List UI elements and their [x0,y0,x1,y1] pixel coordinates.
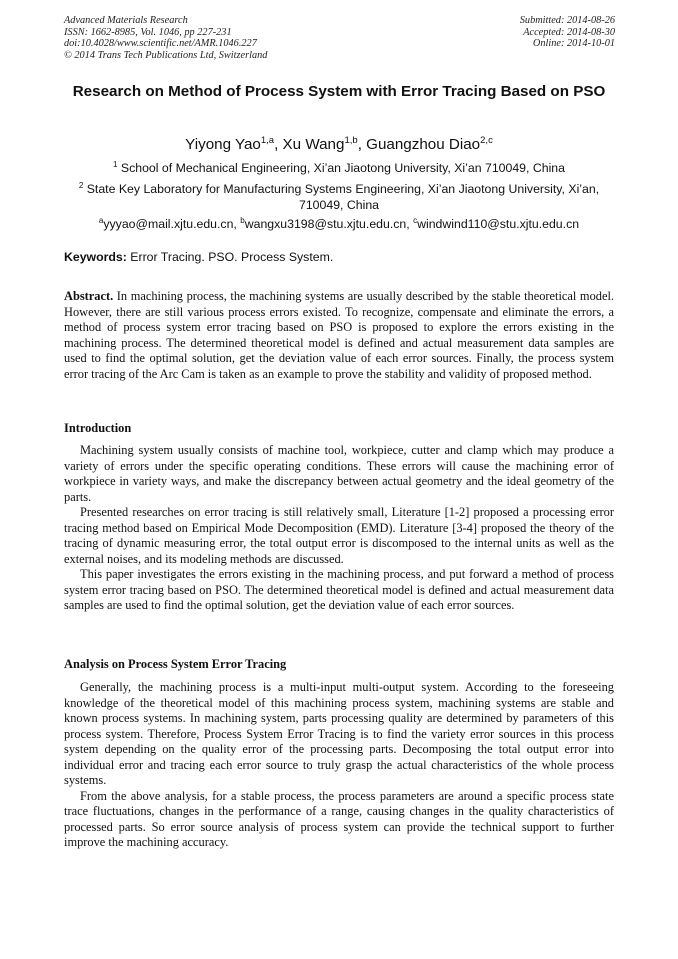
affiliation-text: State Key Laboratory for Manufacturing Systems Engineering, Xi’an Jiaotong University, Xi’an, 710049, China [83,182,600,212]
journal-name: Advanced Materials Research [64,15,188,26]
abstract [64,289,614,382]
author-sup: 2,c [480,135,493,146]
doi-line: doi:10.4028/www.scientific.net/AMR.1046.227 [64,38,257,50]
paragraph: Generally, the machining process is a multi-input multi-output system. According to the foreseeing knowledge of the theoretical model of this machining process system, machining systems are stable and known process systems. In machining system, parts processing quality are determined by parameters of this process system. Therefore, Process System Error Tracing is to find the variety error sources in this process system depending on the quality error of the processing parts. Decomposing the total output error into individual error and tracing each error source to truly grasp the actual characteristics of the whole process systems. [64,680,614,787]
affiliation-sup: 2 [78,181,84,190]
online-date: Online: 2014-10-01 [532,38,615,50]
issn-line: ISSN: 1662-8985, Vol. 1046, pp 227-231 [64,26,232,38]
author-name: Xu Wang [282,136,345,154]
email-list [64,213,614,232]
abstract-label: Abstract. [64,289,114,303]
section-heading-analysis: Analysis on Process System Error Tracing [64,657,287,671]
journal-info [64,15,267,61]
email-link[interactable]: windwind110@stu.xjtu.edu.cn [417,217,580,232]
abstract-paragraph [64,289,614,382]
paragraph: Presented researches on error tracing is still relatively small, Literature [1-2] proposed a processing error tracing method based on Empirical Mode Decomposition (EMD). Literature [3-4] proposed the theory of the tracing of dynamic measuring error, the total output error is discomposed to the internal units as well as the external noises, and its modeling methods are discussed. [64,505,614,566]
affiliation-sup: 1 [113,160,118,169]
author-name: Yiyong Yao [185,136,261,154]
keywords-label: Keywords: [64,250,127,264]
copyright-line: © 2014 Trans Tech Publications Ltd, Switzerland [64,49,268,61]
email-sup: b [240,216,245,225]
paragraph: Machining system usually consists of machine tool, workpiece, cutter and clamp which may produce a variety of errors under the specific operating conditions. These errors will cause the machining error of workpiece in variety ways, and make the discrepancy between actual geometry and the ideal geometry of the parts. [64,443,614,504]
email-link[interactable]: wangxu3198@stu.xjtu.edu.cn [244,217,407,232]
affiliation-2 [64,178,614,213]
paragraph: This paper investigates the errors existing in the machining process, and put forward a method of process system error tracing based on PSO. The determined theoretical model is defined and actual measurement data samples are used to find the optimal solution, get the deviation value of each error sources. [64,567,614,612]
submitted-date: Submitted: 2014-08-26 [519,15,615,26]
email-separator: , [233,217,241,232]
affiliation-1 [64,157,614,177]
author-sup: 1,a [260,135,275,146]
analysis-body [64,680,614,851]
email-sup: c [413,216,418,225]
affiliation-text: School of Mechanical Engineering, Xi’an Jiaotong University, Xi’an 710049, China [117,161,565,176]
introduction-body [64,443,614,614]
paper-title: Research on Method of Process System with Error Tracing Based on PSO [72,83,606,100]
publication-dates [520,15,615,50]
author-name: Guangzhou Diao [366,136,481,154]
author-sup: 1,b [344,135,358,146]
author-list [64,132,614,154]
email-link[interactable]: yyyao@mail.xjtu.edu.cn [103,217,234,232]
keywords [64,250,614,265]
paragraph: From the above analysis, for a stable process, the process parameters are around a specific process state trace fluctuations, changes in the performance of a range, causing changes in the quality characteristics of processed parts. So error source analysis of process system can provide the technical support to further improve the machining accuracy. [64,788,614,849]
author-separator: , [357,136,367,154]
keywords-text: Error Tracing. PSO. Process System. [126,250,334,264]
accepted-date: Accepted: 2014-08-30 [523,26,615,38]
section-heading-introduction: Introduction [64,421,132,435]
author-separator: , [274,136,283,154]
email-sup: a [98,216,104,225]
abstract-text: In machining process, the machining systems are usually described by the stable theoretical model. However, there are still various process errors existed. To recognize, compensate and eliminate the errors, a method of process system error tracing based on PSO is proposed to explore the errors existing in the machining process. The determined theoretical model is defined and actual measurement data samples are used to find the optimal solution, get the deviation value of each error sources. Finally, the process system error tracing of the Arc Cam is taken as an example to prove the stability and validity of proposed method. [64,289,614,381]
email-separator: , [406,217,414,232]
